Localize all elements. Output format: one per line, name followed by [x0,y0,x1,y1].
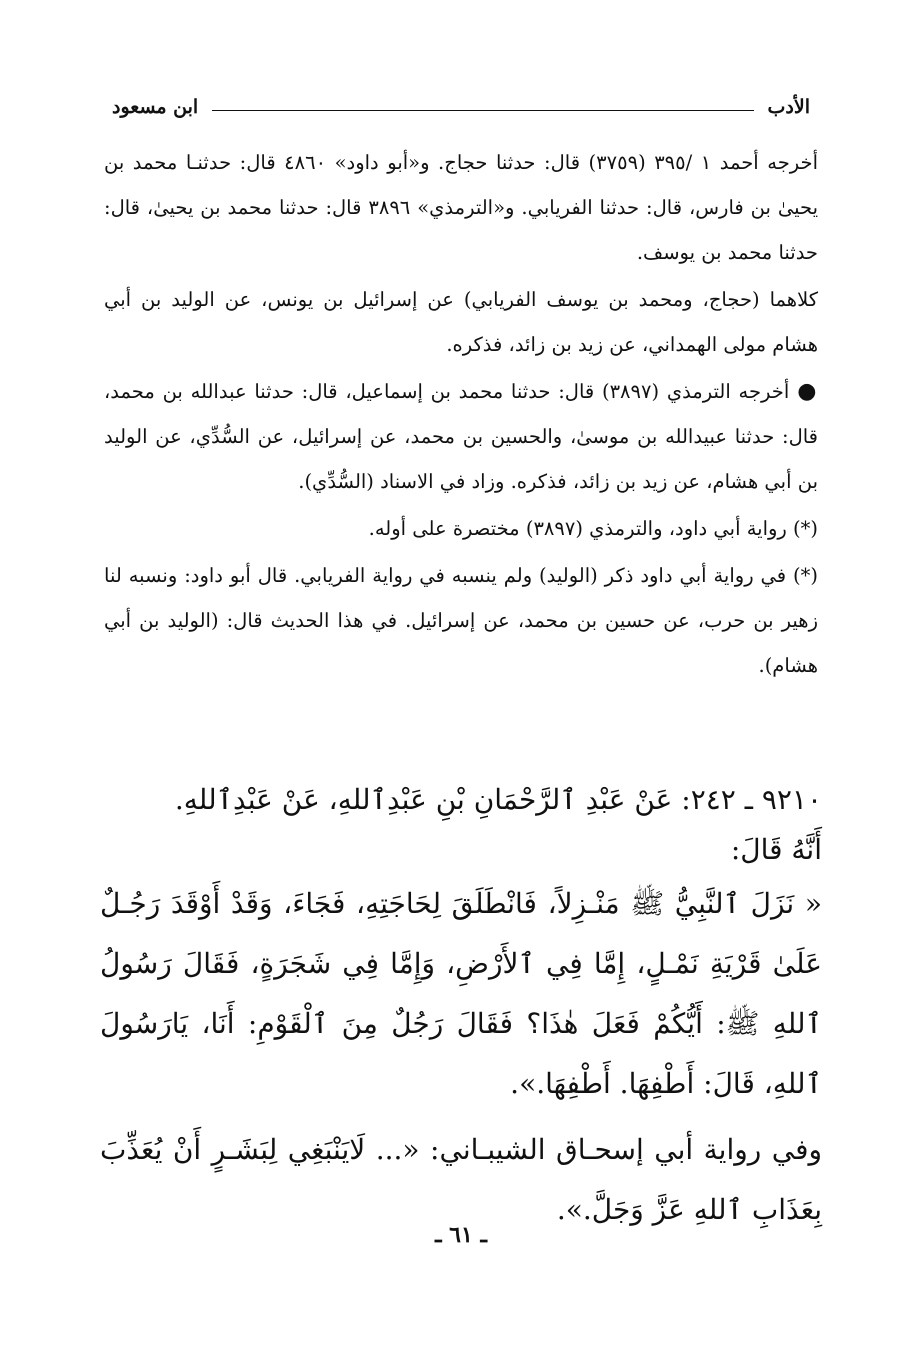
hadith-section [100,770,822,1240]
note-paragraph-3 [104,369,818,504]
commentary-section [104,140,818,688]
note-paragraph-4: (*) رواية أبي داود، والترمذي (٣٨٩٧) مختصرة على أوله. [368,517,818,540]
note-paragraph-2: كلاهما (حجاج، ومحمد بن يوسف الفريابي) عن إسرائيل بن يونس، عن الوليد بن أبي هشام مولى الهمداني، عن زيد بن زائد، فذكره. [104,288,818,356]
chapter-title: الأدب [767,96,810,118]
note-paragraph-3-text: أخرجه الترمذي (٣٨٩٧) قال: حدثنا محمد بن إسماعيل، قال: حدثنا عبدالله بن محمد، قال: حدثنا عبيدالله بن موسىٰ، والحسين بن محمد، عن إسرائيل، عن السُّدِّي، عن الوليد بن أبي هشام، عن زيد بن زائد، فذكره. وزاد في الاسناد (السُّدِّي). [104,380,818,493]
note-paragraph-5: (*) في رواية أبي داود ذكر (الوليد) ولم ينسبه في رواية الفريابي. قال أبو داود: ونسبه لنا زهير بن حرب، عن حسين بن محمد، عن إسرائيل. في هذا الحديث قال: (الوليد بن أبي هشام). [104,564,818,677]
hadith-variant: وفي رواية أبي إسحـاق الشيبـاني: «... لَايَنْبَغِي لِبَشَـرٍ أَنْ يُعَذِّبَ بِعَذَابِ ٱللهِ عَزَّ وَجَلَّ.». [100,1133,822,1226]
page-number: ـ ٦١ ـ [435,1222,487,1248]
hadith-text: « نَزَلَ ٱلنَّبِيُّ ﷺ مَنْـزِلاً، فَانْطَلَقَ لِحَاجَتِهِ، فَجَاءَ، وَقَدْ أَوْقَدَ رَجُـلٌ عَلَىٰ قَرْيَةِ نَمْـلٍ، إِمَّا فِي ٱلأَرْضِ، وَإِمَّا فِي شَجَرَةٍ، فَقَالَ رَسُولُ ٱللهِ ﷺ: أَيُّكُمْ فَعَلَ هٰذَا؟ فَقَالَ رَجُلٌ مِنَ ٱلْقَوْمِ: أَنَا، يَارَسُولَ ٱللهِ، قَالَ: أَطْفِهَا. أَطْفِهَا.». [100,887,822,1100]
note-paragraph-1: أخرجه أحمد ١ /٣٩٥ (٣٧٥٩) قال: حدثنا حجاج. و«أبو داود» ٤٨٦٠ قال: حدثنـا محمد بن يحيىٰ بن فارس، قال: حدثنا الفريابي. و«الترمذي» ٣٨٩٦ قال: حدثنا محمد بن يحيىٰ، قال: حدثنا محمد بن يوسف. [104,151,818,264]
hadith-heading: ٩٢١٠ ـ ٢٤٢: عَنْ عَبْدِ ٱلرَّحْمَانِ بْنِ عَبْدِٱللهِ، عَنْ عَبْدِٱللهِ. [174,783,822,816]
running-header [112,90,810,124]
header-rule [212,110,753,111]
narrator-title: ابن مسعود [112,96,199,118]
bullet-icon: ● [797,379,818,404]
hadith-intro: أَنَّهُ قَالَ: [730,833,822,866]
